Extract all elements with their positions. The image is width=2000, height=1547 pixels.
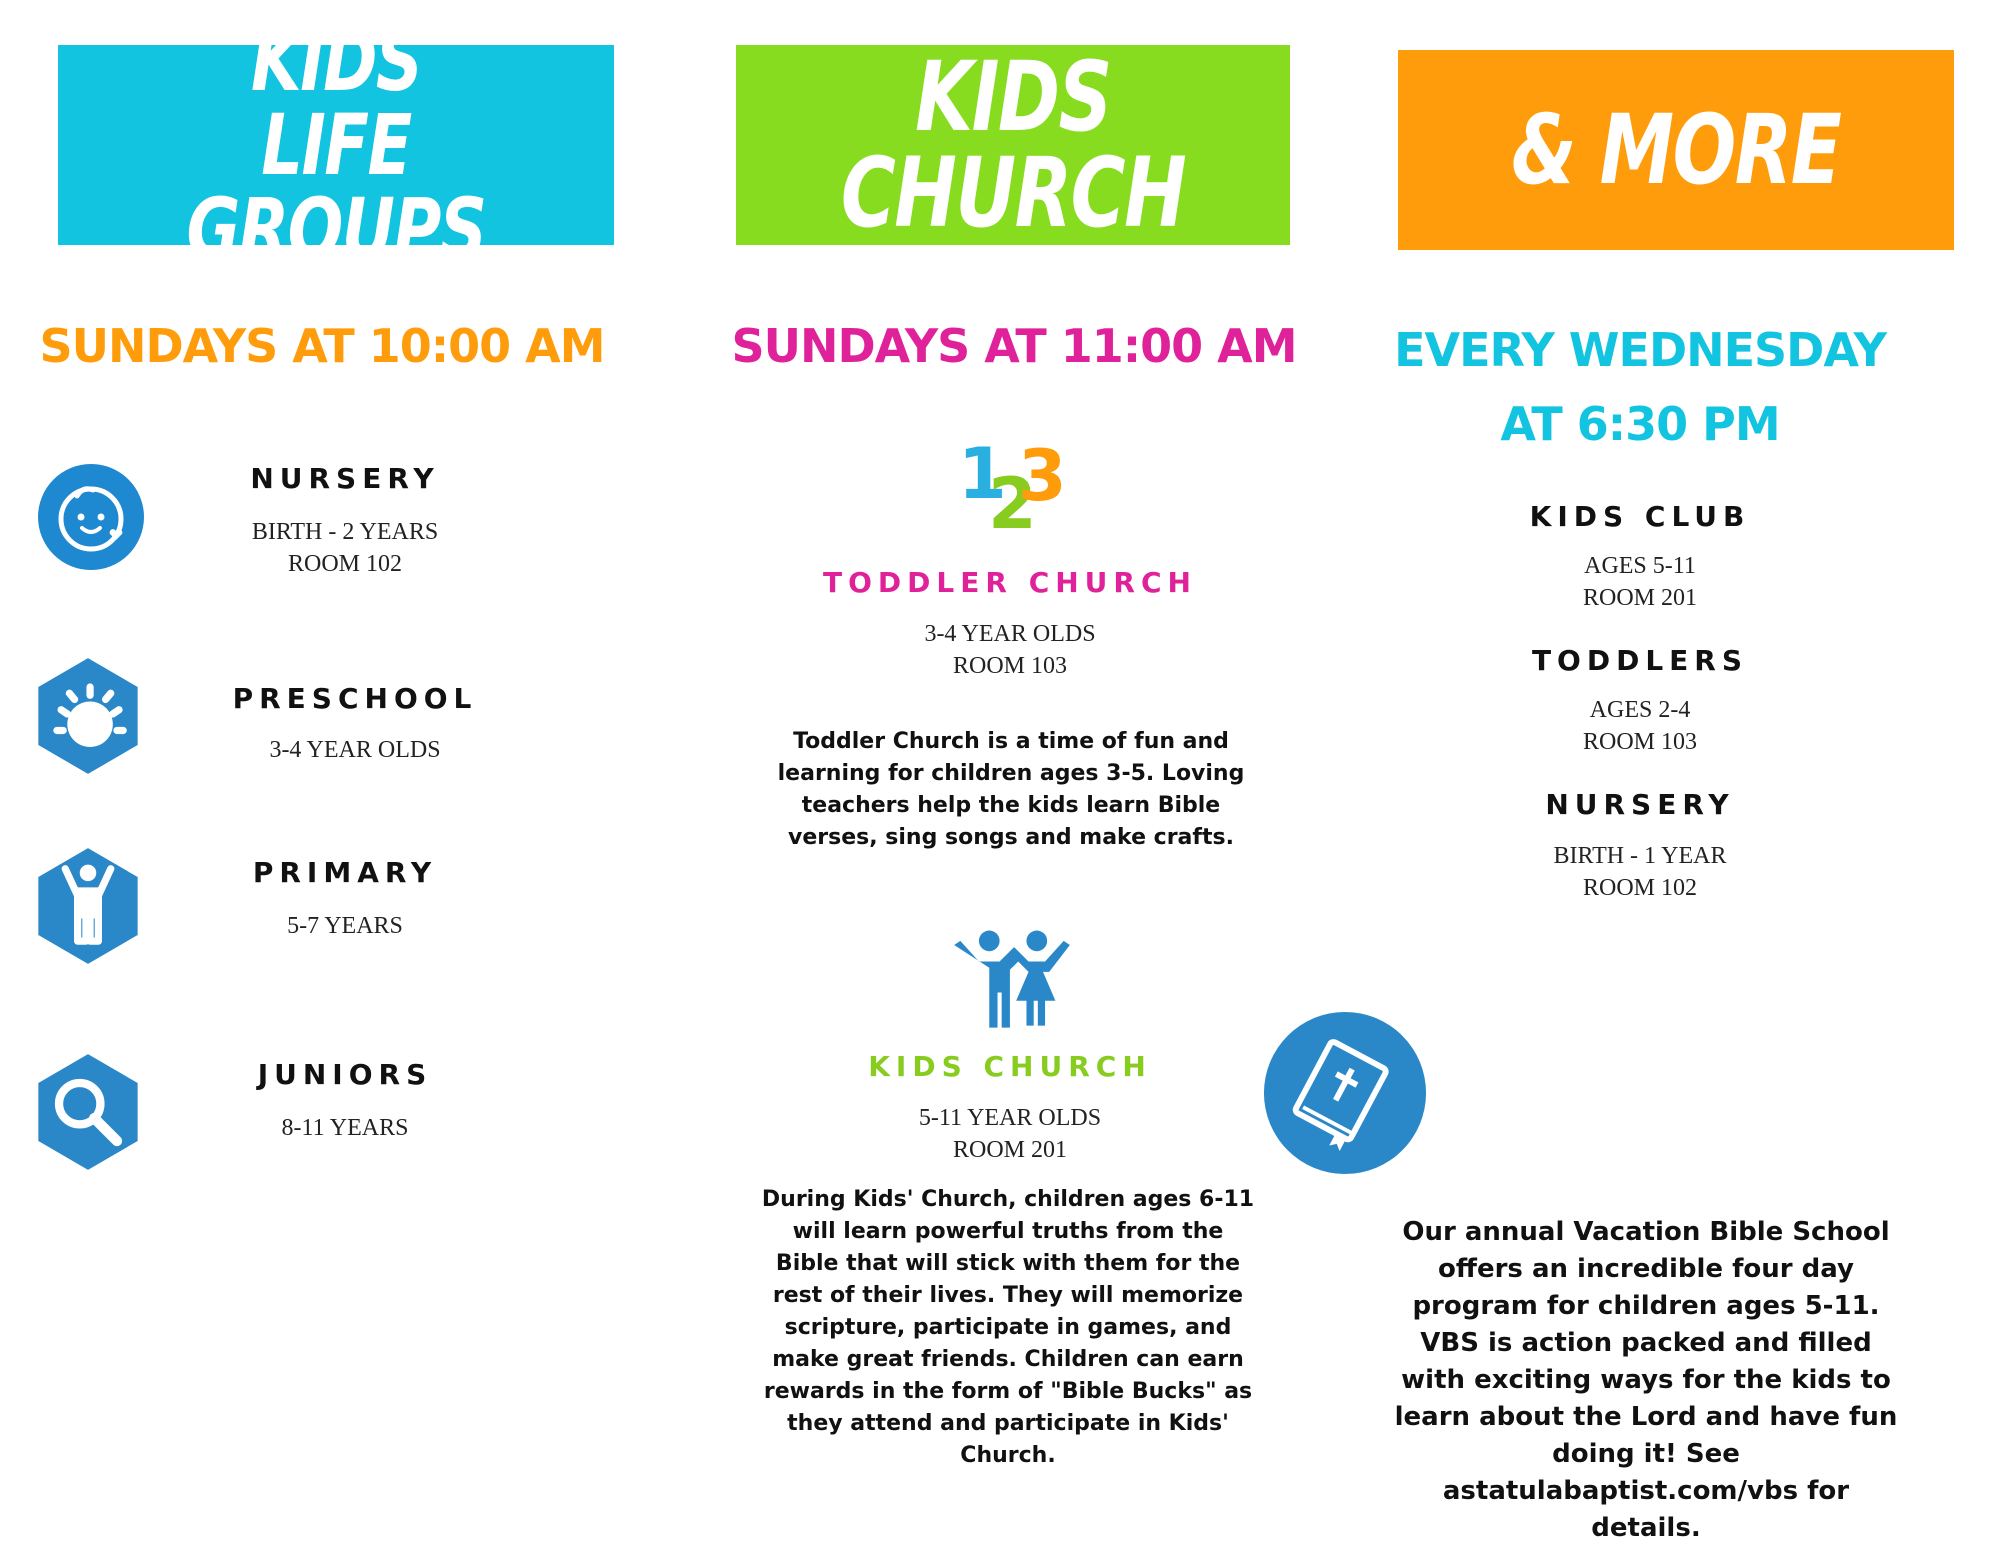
wednesday-time-line-1: EVERY WEDNESDAY (1394, 323, 1886, 377)
primary-title: PRIMARY (252, 856, 438, 889)
toddler-room: ROOM 103 (952, 653, 1067, 679)
juniors-ages: 8-11 YEARS (281, 1115, 409, 1141)
banner-text: KIDS CHURCH (840, 41, 1186, 249)
kids-church-time: SUNDAYS AT 11:00 AM (731, 319, 1297, 373)
numbers-123-icon (952, 432, 1072, 532)
banner-line-2: LIFE GROUPS (186, 96, 486, 278)
toddlers-ages: AGES 2-4 (1589, 697, 1691, 723)
bible-icon (1262, 1010, 1428, 1176)
nursery-room: ROOM 102 (287, 551, 402, 577)
preschool-ages: 3-4 YEAR OLDS (269, 737, 441, 763)
baby-face-icon (36, 462, 146, 572)
toddlers-room: ROOM 103 (1582, 729, 1697, 755)
nursery-ages: BIRTH - 2 YEARS (251, 519, 439, 545)
toddlers-title: TODDLERS (1531, 644, 1749, 677)
toddler-description: Toddler Church is a time of fun and learning for children ages 3-5. Loving teachers help the kids learn Bible verses, sing songs and make crafts. (777, 729, 1245, 850)
kids-church-description: During Kids' Church, children ages 6-11 will learn powerful truths from the Bible that will stick with them for the rest of their lives. They will memorize scripture, participate in games, and make great friends. Children can earn rewards in the form of "Bible Bucks" as they attend and participate in Kids' Church. (761, 1187, 1255, 1468)
and-more-banner (1398, 50, 1954, 250)
column-and-more (1340, 0, 2000, 1545)
kids-club-title: KIDS CLUB (1529, 500, 1751, 533)
life-groups-time: SUNDAYS AT 10:00 AM (39, 319, 605, 373)
kids-church-room: ROOM 201 (952, 1137, 1067, 1163)
toddler-ages: 3-4 YEAR OLDS (924, 621, 1096, 647)
svg-text:1: 1 (958, 433, 1007, 515)
kids-club-ages: AGES 5-11 (1584, 553, 1696, 579)
toddler-church-title: TODDLER CHURCH (823, 566, 1197, 599)
svg-text:2: 2 (988, 463, 1037, 532)
wednesday-nursery-ages: BIRTH - 1 YEAR (1553, 843, 1727, 869)
vbs-description: Our annual Vacation Bible School offers an incredible four day program for children ages 5-11. VBS is action packed and filled with exciting ways for the kids to learn about the Lord and have fun doing it! See astatulabaptist.com/vbs for details. (1394, 1217, 1898, 1543)
sun-icon (36, 656, 140, 776)
wednesday-nursery-room: ROOM 102 (1582, 875, 1697, 901)
svg-text:3: 3 (1018, 435, 1067, 517)
wednesday-nursery-title: NURSERY (1545, 788, 1735, 821)
two-children-icon (950, 924, 1074, 1028)
kids-church-title: KIDS CHURCH (868, 1050, 1152, 1083)
child-arms-up-icon (36, 846, 140, 966)
magnifier-icon (36, 1052, 140, 1172)
kids-church-banner (736, 41, 1290, 249)
kids-church-ages: 5-11 YEAR OLDS (918, 1105, 1102, 1131)
nursery-title: NURSERY (250, 462, 440, 495)
column-kids-church (660, 0, 1340, 1545)
banner-line-1: KIDS (250, 12, 422, 110)
preschool-title: PRESCHOOL (232, 682, 478, 715)
primary-ages: 5-7 YEARS (287, 913, 403, 939)
kids-club-room: ROOM 201 (1582, 585, 1697, 611)
life-groups-banner (58, 12, 614, 278)
juniors-title: JUNIORS (257, 1058, 433, 1091)
column-life-groups (0, 0, 660, 1545)
wednesday-time-line-2: AT 6:30 PM (1500, 397, 1780, 451)
banner-text: & MORE (1511, 94, 1841, 206)
